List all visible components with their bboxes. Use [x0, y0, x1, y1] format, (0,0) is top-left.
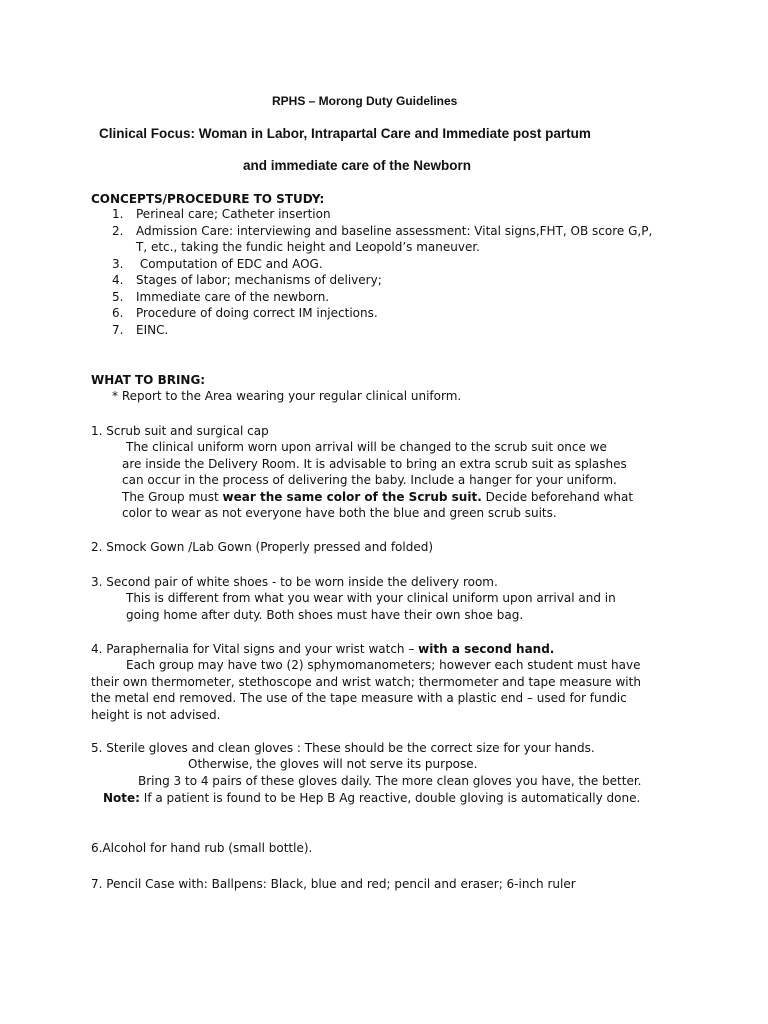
list-item: 3. Computation of EDC and AOG. — [112, 256, 323, 271]
list-item: 4. Stages of labor; mechanisms of delivery; — [112, 273, 382, 287]
what-to-bring-heading: WHAT TO BRING: — [91, 373, 206, 387]
item-6-title: 6.Alcohol for hand rub (small bottle). — [91, 841, 313, 855]
item-2-title: 2. Smock Gown /Lab Gown (Properly pressed and folded) — [91, 540, 434, 554]
clinical-focus-line-1: Clinical Focus: Woman in Labor, Intrapartal Care and Immediate post partum — [99, 126, 591, 141]
item-5-title: 5. Sterile gloves and clean gloves : These should be the correct size for your hands. — [91, 741, 595, 755]
clinical-focus-line-2: and immediate care of the Newborn — [243, 158, 472, 173]
bring-note: * Report to the Area wearing your regular clinical uniform. — [112, 389, 462, 403]
item-5-line-1: Otherwise, the gloves will not serve its purpose. — [188, 757, 478, 771]
concepts-list — [91, 206, 711, 338]
emphasis-same-color: wear the same color of the Scrub suit. — [222, 489, 482, 504]
item-3-body: This is different from what you wear with your clinical uniform upon arrival and in going home after duty. Both shoes must have their own shoe bag. — [126, 591, 616, 622]
list-item: 2. Admission Care: interviewing and baseline assessment: Vital signs,FHT, OB score G,P, T, etc., taking the fundic height and Leopold’s maneuver. — [112, 223, 653, 254]
item-1-title: 1. Scrub suit and surgical cap — [91, 424, 269, 438]
item-1-body: The clinical uniform worn upon arrival will be changed to the scrub suit once we are inside the Delivery Room. It is advisable to bring an extra scrub suit as splashes can occur in the process of delivering the baby. Include a hanger for your uniform. The Group must wear the same color of the Scrub suit. Decide beforehand what color to wear as not everyone have both the blue and green scrub suits. — [122, 440, 634, 520]
item-3-title: 3. Second pair of white shoes - to be worn inside the delivery room. — [91, 575, 498, 589]
list-item: 7. EINC. — [112, 322, 169, 337]
concepts-heading: CONCEPTS/PROCEDURE TO STUDY: — [91, 192, 325, 206]
document-title: RPHS – Morong Duty Guidelines — [272, 94, 458, 108]
list-item: 5. Immediate care of the newborn. — [112, 289, 330, 304]
item-7-title: 7. Pencil Case with: Ballpens: Black, blue and red; pencil and eraser; 6-inch ruler — [91, 877, 576, 891]
note-label: Note: — [103, 791, 140, 805]
emphasis-second-hand: with a second hand. — [418, 642, 555, 656]
list-item: 1. Perineal care; Catheter insertion — [112, 207, 331, 221]
item-5-note: Note: If a patient is found to be Hep B Ag reactive, double gloving is automatically done. — [103, 791, 641, 805]
item-5-line-2: Bring 3 to 4 pairs of these gloves daily. The more clean gloves you have, the better. — [138, 774, 642, 788]
list-item: 6. Procedure of doing correct IM injections. — [112, 306, 378, 320]
item-4-title: 4. Paraphernalia for Vital signs and your wrist watch – with a second hand. — [91, 642, 555, 656]
item-4-body: Each group may have two (2) sphymomanometers; however each student must have their own thermometer, stethoscope and wrist watch; thermometer and tape measure with the metal end removed. The use of the tape measure with a plastic end – used for fundic height is not advised. — [91, 658, 641, 722]
